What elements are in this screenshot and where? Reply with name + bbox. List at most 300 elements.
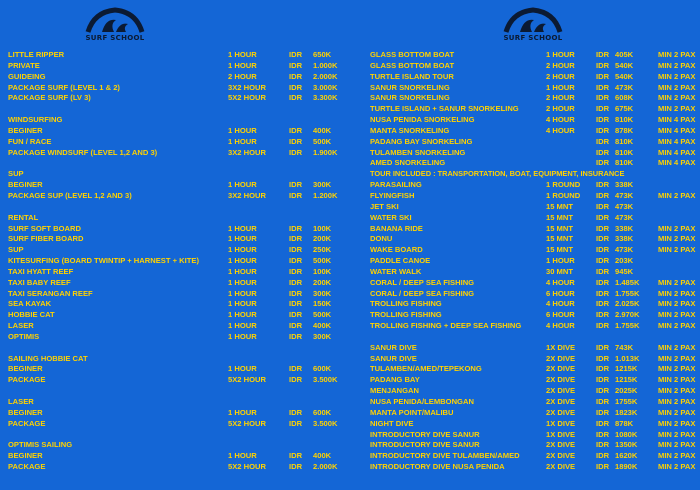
duration: 1 HOUR bbox=[228, 451, 257, 461]
price-row bbox=[8, 332, 358, 343]
price-row bbox=[8, 267, 358, 278]
duration: 1 HOUR bbox=[228, 234, 257, 244]
duration: 2X DIVE bbox=[546, 397, 576, 406]
currency: IDR bbox=[289, 321, 303, 331]
price-row bbox=[8, 137, 358, 148]
duration: 1 HOUR bbox=[228, 310, 257, 320]
price-list-right bbox=[370, 50, 698, 473]
min-pax: MIN 2 PAX bbox=[658, 375, 696, 385]
duration: 1 HOUR bbox=[228, 331, 257, 341]
price: 878K bbox=[615, 418, 634, 428]
price-row bbox=[8, 289, 358, 300]
duration: 15 MNT bbox=[546, 234, 574, 244]
currency: IDR bbox=[596, 375, 610, 385]
currency: IDR bbox=[596, 299, 610, 309]
activity-name: SANUR SNORKELING bbox=[370, 93, 450, 103]
price-row bbox=[370, 126, 698, 137]
duration: 1 HOUR bbox=[228, 288, 257, 298]
currency: IDR bbox=[289, 462, 303, 472]
currency: IDR bbox=[289, 136, 303, 146]
min-pax: MIN 2 PAX bbox=[658, 82, 696, 92]
currency: IDR bbox=[289, 93, 303, 103]
currency: IDR bbox=[596, 386, 610, 396]
price-row bbox=[8, 375, 358, 386]
price: 400K bbox=[313, 321, 332, 331]
price-row bbox=[370, 148, 698, 159]
price-row bbox=[370, 419, 698, 430]
min-pax: MIN 2 PAX bbox=[658, 407, 696, 417]
currency: IDR bbox=[596, 201, 610, 211]
price-row bbox=[370, 83, 698, 94]
activity-name: CORAL / DEEP SEA FISHING bbox=[370, 277, 475, 287]
price-row bbox=[370, 234, 698, 245]
activity-name: WATER SKI bbox=[370, 212, 412, 222]
price-row bbox=[370, 440, 698, 451]
currency: IDR bbox=[596, 256, 610, 266]
price-row bbox=[370, 289, 698, 300]
currency: IDR bbox=[596, 115, 610, 125]
price: 878K bbox=[615, 125, 634, 135]
duration: 1X DIVE bbox=[546, 342, 576, 352]
category-name: WINDSURFING bbox=[8, 115, 63, 125]
currency: IDR bbox=[289, 256, 303, 266]
currency: IDR bbox=[289, 234, 303, 244]
row-spacer bbox=[8, 158, 358, 169]
price-row bbox=[370, 115, 698, 126]
price-row bbox=[370, 93, 698, 104]
min-pax: MIN 2 PAX bbox=[658, 462, 696, 472]
min-pax: MIN 2 PAX bbox=[658, 299, 696, 309]
price: 473K bbox=[615, 190, 634, 200]
duration: 1 HOUR bbox=[228, 223, 257, 233]
currency: IDR bbox=[596, 190, 610, 200]
currency: IDR bbox=[289, 125, 303, 135]
duration: 4 HOUR bbox=[546, 125, 575, 135]
price-row bbox=[370, 321, 698, 332]
activity-name: INTRODUCTORY DIVE SANUR bbox=[370, 440, 480, 450]
activity-name: NUSA PENIDA/LEMBONGAN bbox=[370, 397, 474, 406]
currency: IDR bbox=[289, 50, 303, 59]
duration: 2X DIVE bbox=[546, 451, 576, 461]
price: 1.900K bbox=[313, 147, 338, 157]
activity-name: INTRODUCTORY DIVE TULAMBEN/AMED bbox=[370, 451, 520, 461]
activity-name: LITTLE RIPPER bbox=[8, 50, 65, 59]
min-pax: MIN 2 PAX bbox=[658, 451, 696, 461]
currency: IDR bbox=[596, 353, 610, 363]
price-row bbox=[8, 72, 358, 83]
activity-name: TAXI HYATT REEF bbox=[8, 266, 74, 276]
price-row bbox=[370, 202, 698, 213]
duration: 6 HOUR bbox=[546, 288, 575, 298]
currency: IDR bbox=[596, 180, 610, 190]
currency: IDR bbox=[596, 93, 610, 103]
currency: IDR bbox=[596, 136, 610, 146]
activity-name: WATER WALK bbox=[370, 266, 422, 276]
price: 200K bbox=[313, 277, 332, 287]
price: 473K bbox=[615, 82, 634, 92]
currency: IDR bbox=[289, 71, 303, 81]
price: 1350K bbox=[615, 440, 638, 450]
currency: IDR bbox=[596, 288, 610, 298]
price-row bbox=[8, 408, 358, 419]
activity-name: FLYINGFISH bbox=[370, 190, 415, 200]
activity-name: GLASS BOTTOM BOAT bbox=[370, 50, 455, 59]
price-row bbox=[370, 343, 698, 354]
price-row bbox=[370, 267, 698, 278]
category-heading bbox=[8, 354, 358, 365]
min-pax: MIN 2 PAX bbox=[658, 386, 696, 396]
price: 338K bbox=[615, 223, 634, 233]
activity-name: BEGINER bbox=[8, 407, 43, 417]
duration: 2X DIVE bbox=[546, 386, 576, 396]
price: 743K bbox=[615, 342, 634, 352]
currency: IDR bbox=[596, 82, 610, 92]
duration: 1 HOUR bbox=[228, 364, 257, 374]
price: 338K bbox=[615, 180, 634, 190]
min-pax: MIN 2 PAX bbox=[658, 310, 696, 320]
activity-name: PARASAILING bbox=[370, 180, 422, 190]
duration: 1 HOUR bbox=[546, 82, 575, 92]
price: 473K bbox=[615, 245, 634, 255]
price-row bbox=[8, 126, 358, 137]
activity-name: PACKAGE bbox=[8, 418, 46, 428]
currency: IDR bbox=[596, 451, 610, 461]
min-pax: MIN 2 PAX bbox=[658, 288, 696, 298]
row-spacer bbox=[8, 430, 358, 441]
duration: 15 MNT bbox=[546, 201, 574, 211]
duration: 1 HOUR bbox=[228, 299, 257, 309]
duration: 2 HOUR bbox=[228, 71, 257, 81]
price: 1755K bbox=[615, 397, 638, 406]
duration: 5X2 HOUR bbox=[228, 418, 266, 428]
price: 338K bbox=[615, 234, 634, 244]
duration: 1 HOUR bbox=[228, 266, 257, 276]
currency: IDR bbox=[289, 364, 303, 374]
duration: 1X DIVE bbox=[546, 429, 576, 439]
duration: 1 HOUR bbox=[228, 321, 257, 331]
min-pax: MIN 2 PAX bbox=[658, 397, 696, 406]
duration: 2X DIVE bbox=[546, 462, 576, 472]
price-row bbox=[370, 213, 698, 224]
category-heading bbox=[8, 115, 358, 126]
activity-name: PACKAGE bbox=[8, 375, 46, 385]
price: 650K bbox=[313, 50, 332, 59]
currency: IDR bbox=[289, 451, 303, 461]
min-pax: MIN 4 PAX bbox=[658, 158, 696, 168]
price: 300K bbox=[313, 180, 332, 190]
duration: 4 HOUR bbox=[546, 277, 575, 287]
currency: IDR bbox=[289, 147, 303, 157]
currency: IDR bbox=[596, 364, 610, 374]
price-row bbox=[370, 137, 698, 148]
activity-name: SUP bbox=[8, 245, 24, 255]
activity-name: INTRODUCTORY DIVE NUSA PENIDA bbox=[370, 462, 505, 472]
price: 3.000K bbox=[313, 82, 338, 92]
duration: 1X DIVE bbox=[546, 418, 576, 428]
min-pax: MIN 2 PAX bbox=[658, 418, 696, 428]
activity-name: CORAL / DEEP SEA FISHING bbox=[370, 288, 475, 298]
price-row bbox=[370, 310, 698, 321]
currency: IDR bbox=[596, 147, 610, 157]
min-pax: MIN 4 PAX bbox=[658, 115, 696, 125]
currency: IDR bbox=[596, 321, 610, 331]
activity-name: KITESURFING (BOARD TWINTIP + HARNEST + KITE) bbox=[8, 256, 199, 266]
activity-name: BEGINER bbox=[8, 451, 43, 461]
price-row bbox=[370, 256, 698, 267]
duration: 2X DIVE bbox=[546, 353, 576, 363]
duration: 2 HOUR bbox=[546, 93, 575, 103]
price: 2025K bbox=[615, 386, 638, 396]
duration: 6 HOUR bbox=[546, 310, 575, 320]
duration: 3X2 HOUR bbox=[228, 82, 266, 92]
logo-left bbox=[70, 2, 160, 46]
logo-right bbox=[488, 2, 578, 46]
price: 150K bbox=[313, 299, 332, 309]
activity-name: TROLLING FISHING bbox=[370, 310, 442, 320]
min-pax: MIN 2 PAX bbox=[658, 245, 696, 255]
currency: IDR bbox=[289, 288, 303, 298]
duration: 5X2 HOUR bbox=[228, 462, 266, 472]
activity-name: TULAMBEN/AMED/TEPEKONG bbox=[370, 364, 482, 374]
price: 400K bbox=[313, 451, 332, 461]
price-list-left bbox=[8, 50, 358, 473]
price: 810K bbox=[615, 158, 634, 168]
price-row bbox=[8, 93, 358, 104]
price-row bbox=[370, 104, 698, 115]
price-row bbox=[8, 61, 358, 72]
min-pax: MIN 2 PAX bbox=[658, 364, 696, 374]
currency: IDR bbox=[289, 375, 303, 385]
duration: 4 HOUR bbox=[546, 115, 575, 125]
activity-name: OPTIMIS bbox=[8, 331, 40, 341]
category-heading bbox=[8, 169, 358, 180]
price: 608K bbox=[615, 93, 634, 103]
price: 500K bbox=[313, 310, 332, 320]
price: 600K bbox=[313, 407, 332, 417]
activity-name: GLASS BOTTOM BOAT bbox=[370, 60, 455, 70]
min-pax: MIN 2 PAX bbox=[658, 353, 696, 363]
currency: IDR bbox=[596, 245, 610, 255]
activity-name: PACKAGE SUP (LEVEL 1,2 AND 3) bbox=[8, 190, 132, 200]
price-row bbox=[370, 191, 698, 202]
activity-name: PACKAGE SURF (LEVEL 1 & 2) bbox=[8, 82, 120, 92]
min-pax: MIN 2 PAX bbox=[658, 60, 696, 70]
activity-name: PRIVATE bbox=[8, 60, 40, 70]
currency: IDR bbox=[596, 407, 610, 417]
price: 2.025K bbox=[615, 299, 640, 309]
currency: IDR bbox=[596, 277, 610, 287]
activity-name: SURF SOFT BOARD bbox=[8, 223, 81, 233]
activity-name: TROLLING FISHING + DEEP SEA FISHING bbox=[370, 321, 522, 331]
price: 1.755K bbox=[615, 288, 640, 298]
duration: 1 HOUR bbox=[228, 245, 257, 255]
duration: 1 HOUR bbox=[228, 277, 257, 287]
price-row bbox=[8, 148, 358, 159]
price-row bbox=[8, 180, 358, 191]
duration: 1 HOUR bbox=[228, 125, 257, 135]
activity-name: MANTA POINT/MALIBU bbox=[370, 407, 454, 417]
price-row bbox=[8, 321, 358, 332]
currency: IDR bbox=[596, 310, 610, 320]
activity-name: WAKE BOARD bbox=[370, 245, 423, 255]
price: 2.000K bbox=[313, 462, 338, 472]
duration: 15 MNT bbox=[546, 245, 574, 255]
price: 500K bbox=[313, 256, 332, 266]
price-row bbox=[8, 299, 358, 310]
duration: 5X2 HOUR bbox=[228, 375, 266, 385]
price: 1080K bbox=[615, 429, 638, 439]
price-row bbox=[8, 419, 358, 430]
logo-sub-text: SURF SCHOOL bbox=[85, 34, 145, 42]
currency: IDR bbox=[289, 299, 303, 309]
duration: 1 HOUR bbox=[546, 256, 575, 266]
currency: IDR bbox=[289, 223, 303, 233]
duration: 1 HOUR bbox=[228, 180, 257, 190]
price-row bbox=[370, 50, 698, 61]
price-row bbox=[370, 61, 698, 72]
duration: 1 ROUND bbox=[546, 190, 581, 200]
currency: IDR bbox=[596, 158, 610, 168]
activity-name: TURTLE ISLAND + SANUR SNORKELING bbox=[370, 104, 519, 114]
price-row bbox=[370, 224, 698, 235]
price-row bbox=[8, 224, 358, 235]
duration: 4 HOUR bbox=[546, 299, 575, 309]
duration: 30 MNT bbox=[546, 266, 574, 276]
duration: 1 HOUR bbox=[546, 50, 575, 59]
category-heading bbox=[8, 440, 358, 451]
activity-name: MENJANGAN bbox=[370, 386, 419, 396]
currency: IDR bbox=[596, 212, 610, 222]
min-pax: MIN 2 PAX bbox=[658, 223, 696, 233]
activity-name: NUSA PENIDA SNORKELING bbox=[370, 115, 475, 125]
category-name: OPTIMIS SAILING bbox=[8, 440, 73, 450]
activity-name: BANANA RIDE bbox=[370, 223, 423, 233]
activity-name: PADANG BAY SNORKELING bbox=[370, 136, 473, 146]
price: 100K bbox=[313, 266, 332, 276]
currency: IDR bbox=[596, 440, 610, 450]
min-pax: MIN 2 PAX bbox=[658, 50, 696, 59]
activity-name: PACKAGE WINDSURF (LEVEL 1,2 AND 3) bbox=[8, 147, 158, 157]
duration: 2X DIVE bbox=[546, 375, 576, 385]
price-row bbox=[370, 299, 698, 310]
tour-included-notice: TOUR INCLUDED : TRANSPORTATION, BOAT, EQUIPMENT, INSURANCE bbox=[370, 169, 625, 179]
currency: IDR bbox=[289, 190, 303, 200]
price: 1215K bbox=[615, 364, 638, 374]
currency: IDR bbox=[596, 125, 610, 135]
price-row bbox=[370, 375, 698, 386]
price-row bbox=[370, 364, 698, 375]
price-row bbox=[8, 50, 358, 61]
price: 200K bbox=[313, 234, 332, 244]
min-pax: MIN 2 PAX bbox=[658, 440, 696, 450]
activity-name: HOBBIE CAT bbox=[8, 310, 55, 320]
min-pax: MIN 4 PAX bbox=[658, 136, 696, 146]
min-pax: MIN 2 PAX bbox=[658, 429, 696, 439]
price: 300K bbox=[313, 288, 332, 298]
duration: 1 HOUR bbox=[228, 407, 257, 417]
price: 405K bbox=[615, 50, 634, 59]
price-row bbox=[370, 462, 698, 473]
duration: 2X DIVE bbox=[546, 407, 576, 417]
price: 473K bbox=[615, 212, 634, 222]
price: 810K bbox=[615, 147, 634, 157]
price: 250K bbox=[313, 245, 332, 255]
activity-name: SURF FIBER BOARD bbox=[8, 234, 84, 244]
price: 203K bbox=[615, 256, 634, 266]
activity-name: PADANG BAY bbox=[370, 375, 420, 385]
min-pax: MIN 2 PAX bbox=[658, 71, 696, 81]
duration: 2X DIVE bbox=[546, 364, 576, 374]
min-pax: MIN 2 PAX bbox=[658, 190, 696, 200]
price-row bbox=[8, 191, 358, 202]
price-row bbox=[8, 310, 358, 321]
currency: IDR bbox=[289, 180, 303, 190]
price: 810K bbox=[615, 136, 634, 146]
price: 473K bbox=[615, 201, 634, 211]
min-pax: MIN 2 PAX bbox=[658, 93, 696, 103]
min-pax: MIN 2 PAX bbox=[658, 321, 696, 331]
activity-name: TROLLING FISHING bbox=[370, 299, 442, 309]
price-row bbox=[370, 158, 698, 169]
price: 1620K bbox=[615, 451, 638, 461]
price-row bbox=[8, 234, 358, 245]
price: 3.500K bbox=[313, 418, 338, 428]
price-row bbox=[370, 408, 698, 419]
min-pax: MIN 2 PAX bbox=[658, 277, 696, 287]
duration: 1 HOUR bbox=[228, 60, 257, 70]
price-row bbox=[370, 386, 698, 397]
price: 945K bbox=[615, 266, 634, 276]
price-row bbox=[8, 364, 358, 375]
price: 1.013K bbox=[615, 353, 640, 363]
duration: 15 MNT bbox=[546, 223, 574, 233]
currency: IDR bbox=[596, 342, 610, 352]
duration: 4 HOUR bbox=[546, 321, 575, 331]
price-row bbox=[8, 83, 358, 94]
currency: IDR bbox=[596, 429, 610, 439]
price: 1823K bbox=[615, 407, 638, 417]
price-row bbox=[8, 245, 358, 256]
price: 500K bbox=[313, 136, 332, 146]
price: 2.000K bbox=[313, 71, 338, 81]
duration: 5X2 HOUR bbox=[228, 93, 266, 103]
activity-name: SANUR SNORKELING bbox=[370, 82, 450, 92]
min-pax: MIN 2 PAX bbox=[658, 234, 696, 244]
currency: IDR bbox=[596, 223, 610, 233]
min-pax: MIN 4 PAX bbox=[658, 125, 696, 135]
logo-sub-text: SURF SCHOOL bbox=[503, 34, 563, 42]
duration: 2 HOUR bbox=[546, 71, 575, 81]
activity-name: BEGINER bbox=[8, 364, 43, 374]
price-row bbox=[8, 462, 358, 473]
price: 300K bbox=[313, 331, 332, 341]
currency: IDR bbox=[596, 104, 610, 114]
duration: 1 ROUND bbox=[546, 180, 581, 190]
activity-name: TAXI BABY REEF bbox=[8, 277, 71, 287]
price: 1.000K bbox=[313, 60, 338, 70]
row-spacer bbox=[8, 104, 358, 115]
price: 3.500K bbox=[313, 375, 338, 385]
currency: IDR bbox=[596, 397, 610, 406]
activity-name: JET SKI bbox=[370, 201, 399, 211]
category-name: LASER bbox=[8, 397, 34, 406]
category-name: SUP bbox=[8, 169, 24, 179]
currency: IDR bbox=[289, 277, 303, 287]
price: 810K bbox=[615, 115, 634, 125]
price: 100K bbox=[313, 223, 332, 233]
currency: IDR bbox=[289, 331, 303, 341]
duration: 1 HOUR bbox=[228, 136, 257, 146]
